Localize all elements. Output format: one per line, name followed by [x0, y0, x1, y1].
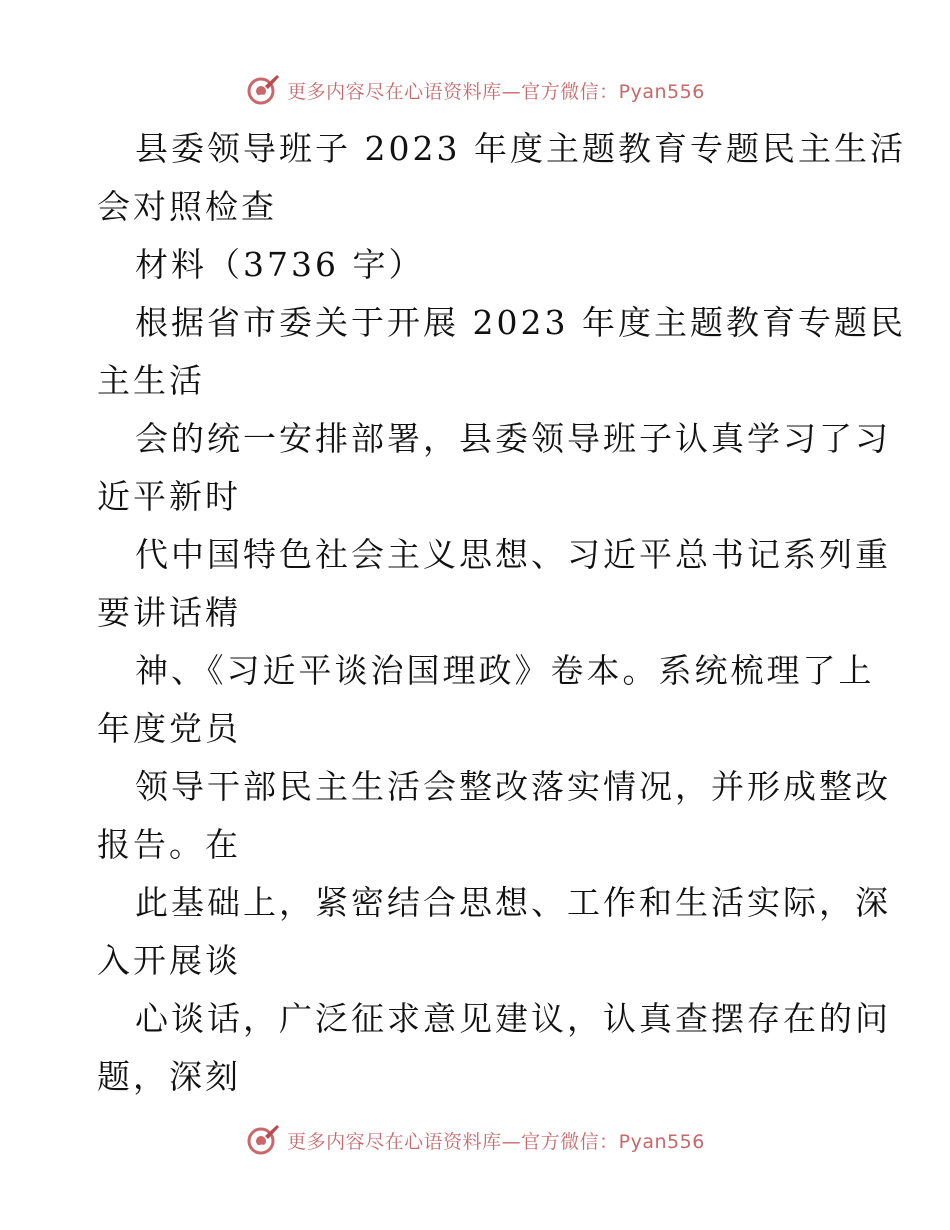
text-line: 心谈话，广泛征求意见建议，认真查摆存在的问	[135, 999, 891, 1038]
banner-text: 更多内容尽在心语资料库—官方微信：Pyan556	[287, 1130, 705, 1153]
text-line: 报告。在	[97, 825, 241, 864]
text-line: 代中国特色社会主义思想、习近平总书记系列重	[135, 535, 891, 574]
text-line: 要讲话精	[97, 593, 241, 632]
text-line: 会对照检查	[97, 187, 277, 226]
text-line: 入开展谈	[97, 941, 241, 980]
header-banner	[0, 70, 950, 110]
text-line: 会的统一安排部署，县委领导班子认真学习了习	[135, 419, 891, 458]
pen-logo-icon	[245, 1122, 281, 1158]
text-line: 年度党员	[97, 709, 241, 748]
text-line: 领导干部民主生活会整改落实情况，并形成整改	[135, 767, 891, 806]
text-line: 主生活	[97, 361, 205, 400]
pen-logo-icon	[245, 72, 281, 108]
banner-text: 更多内容尽在心语资料库—官方微信：Pyan556	[287, 80, 705, 103]
document-body	[97, 120, 906, 1106]
text-line: 题，深刻	[97, 1057, 241, 1096]
footer-banner	[0, 1120, 950, 1160]
text-line: 神、《习近平谈治国理政》卷本。系统梳理了上	[135, 651, 875, 690]
text-line: 根据省市委关于开展 2023 年度主题教育专题民	[135, 303, 906, 342]
text-line: 近平新时	[97, 477, 241, 516]
text-line: 此基础上，紧密结合思想、工作和生活实际，深	[135, 883, 891, 922]
text-line: 材料（3736 字）	[135, 245, 425, 284]
text-line: 县委领导班子 2023 年度主题教育专题民主生活	[135, 129, 906, 168]
